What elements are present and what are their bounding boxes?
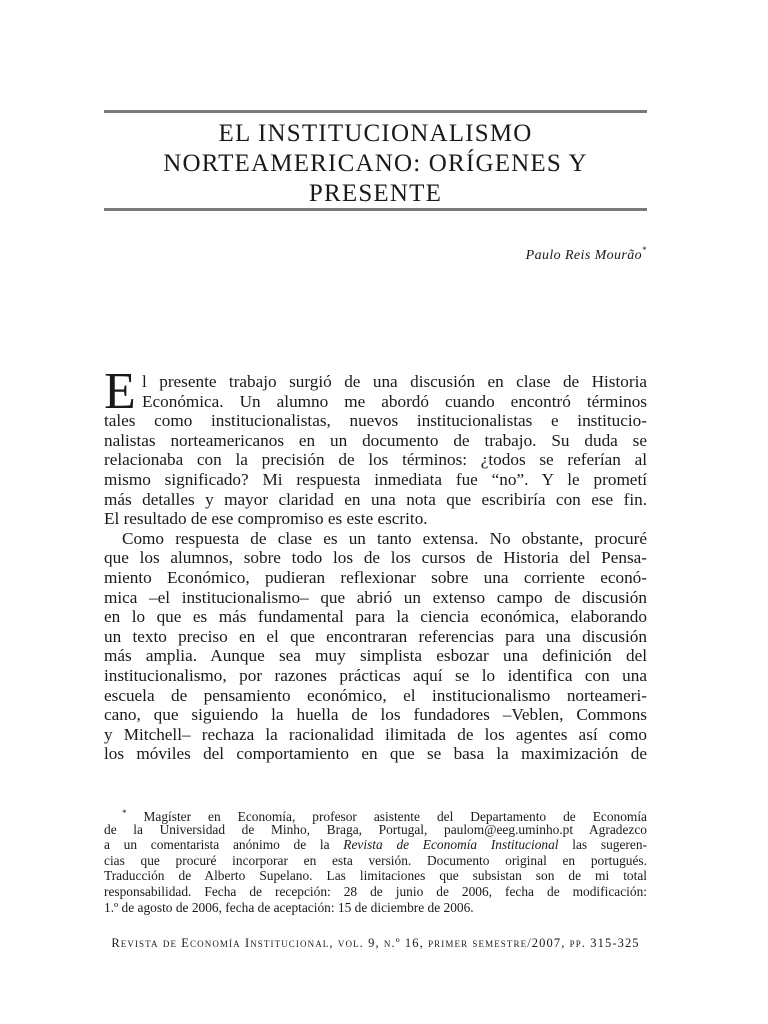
body-line: mica –el institucionalismo– que abrió un extenso campo de discusión <box>104 587 647 607</box>
footnote-mark: * <box>122 808 127 818</box>
footnote-line: de la Universidad de Minho, Braga, Portugal, paulom@eeg.uminho.pt Agradezco <box>104 821 647 837</box>
author-name: Paulo Reis Mourão <box>525 248 643 263</box>
drop-cap: E <box>104 363 136 420</box>
title-bottom-rule <box>104 208 647 211</box>
title-line: EL INSTITUCIONALISMO <box>218 120 533 147</box>
body-line: escuela de pensamiento económico, el institucionalismo norteameri- <box>104 685 647 705</box>
title-line: NORTEAMERICANO: ORÍGENES Y <box>163 150 588 177</box>
author-byline <box>526 245 647 264</box>
article-title <box>104 119 647 209</box>
journal-citation: Revista de Economía Institucional, vol. 9, n.º 16, primer semestre/2007, pp. 315-325 <box>111 936 640 950</box>
body-line: nalistas norteamericanos en un documento de trabajo. Su duda se <box>104 430 647 450</box>
body-line: en lo que es más fundamental para la ciencia económica, elaborando <box>104 607 647 627</box>
footnote-line <box>104 837 647 853</box>
footnote-line: 1.º de agosto de 2006, fecha de aceptación: 15 de diciembre de 2006. <box>104 899 474 915</box>
article-body <box>104 363 647 764</box>
body-line: cano, que siguiendo la huella de los fundadores –Veblen, Commons <box>104 705 647 725</box>
body-line: más amplia. Aunque sea muy simplista esbozar una definición del <box>104 646 647 666</box>
body-line: Económica. Un alumno me abordó cuando encontró términos <box>142 391 647 411</box>
footnote-line: Traducción de Alberto Supelano. Las limitaciones que subsistan son de mi total <box>104 868 647 884</box>
body-line: l presente trabajo surgió de una discusión en clase de Historia <box>142 372 647 391</box>
body-line: El resultado de ese compromiso es este escrito. <box>104 509 428 529</box>
author-footnote <box>104 806 647 915</box>
body-line: institucionalismo, por razones prácticas aquí se lo identifica con una <box>104 665 647 685</box>
body-line: los móviles del comportamiento en que se basa la maximización de <box>104 744 647 764</box>
footnote-line: responsabilidad. Fecha de recepción: 28 de junio de 2006, fecha de modificación: <box>104 883 647 899</box>
body-line: relacionaba con la precisión de los términos: ¿todos se referían al <box>104 450 647 470</box>
footnote-text: Magíster en Economía, profesor asistente del Departamento de Economía <box>143 809 647 824</box>
footnote-text: a un comentarista anónimo de la <box>104 837 344 853</box>
body-line: más detalles y mayor claridad en una nota que escribiría con ese fin. <box>104 489 647 509</box>
author-footnote-mark: * <box>642 245 647 255</box>
article-page <box>104 0 647 1024</box>
body-line: que los alumnos, sobre todo los de los cursos de Historia del Pensa- <box>104 548 647 568</box>
body-line: y Mitchell– rechaza la racionalidad ilimitada de los agentes así como <box>104 724 647 744</box>
body-line: Como respuesta de clase es un tanto extensa. No obstante, procuré <box>122 528 647 548</box>
body-line: mismo significado? Mi respuesta inmediata fue “no”. Y le prometí <box>104 469 647 489</box>
journal-name-italic: Revista de Economía Institucional <box>343 837 559 853</box>
title-line: PRESENTE <box>308 180 443 207</box>
body-line: un texto preciso en el que encontraran referencias para una discusión <box>104 626 647 646</box>
title-top-rule <box>104 110 647 113</box>
footnote-text: las sugeren- <box>558 837 647 853</box>
body-line: tales como institucionalistas, nuevos institucionalistas e institucio- <box>104 411 647 431</box>
footnote-line: cias que procuré incorporar en esta versión. Documento original en portugués. <box>104 852 647 868</box>
body-line: miento Económico, pudieran reflexionar sobre una corriente econó- <box>104 567 647 587</box>
footnote-line <box>104 806 647 822</box>
